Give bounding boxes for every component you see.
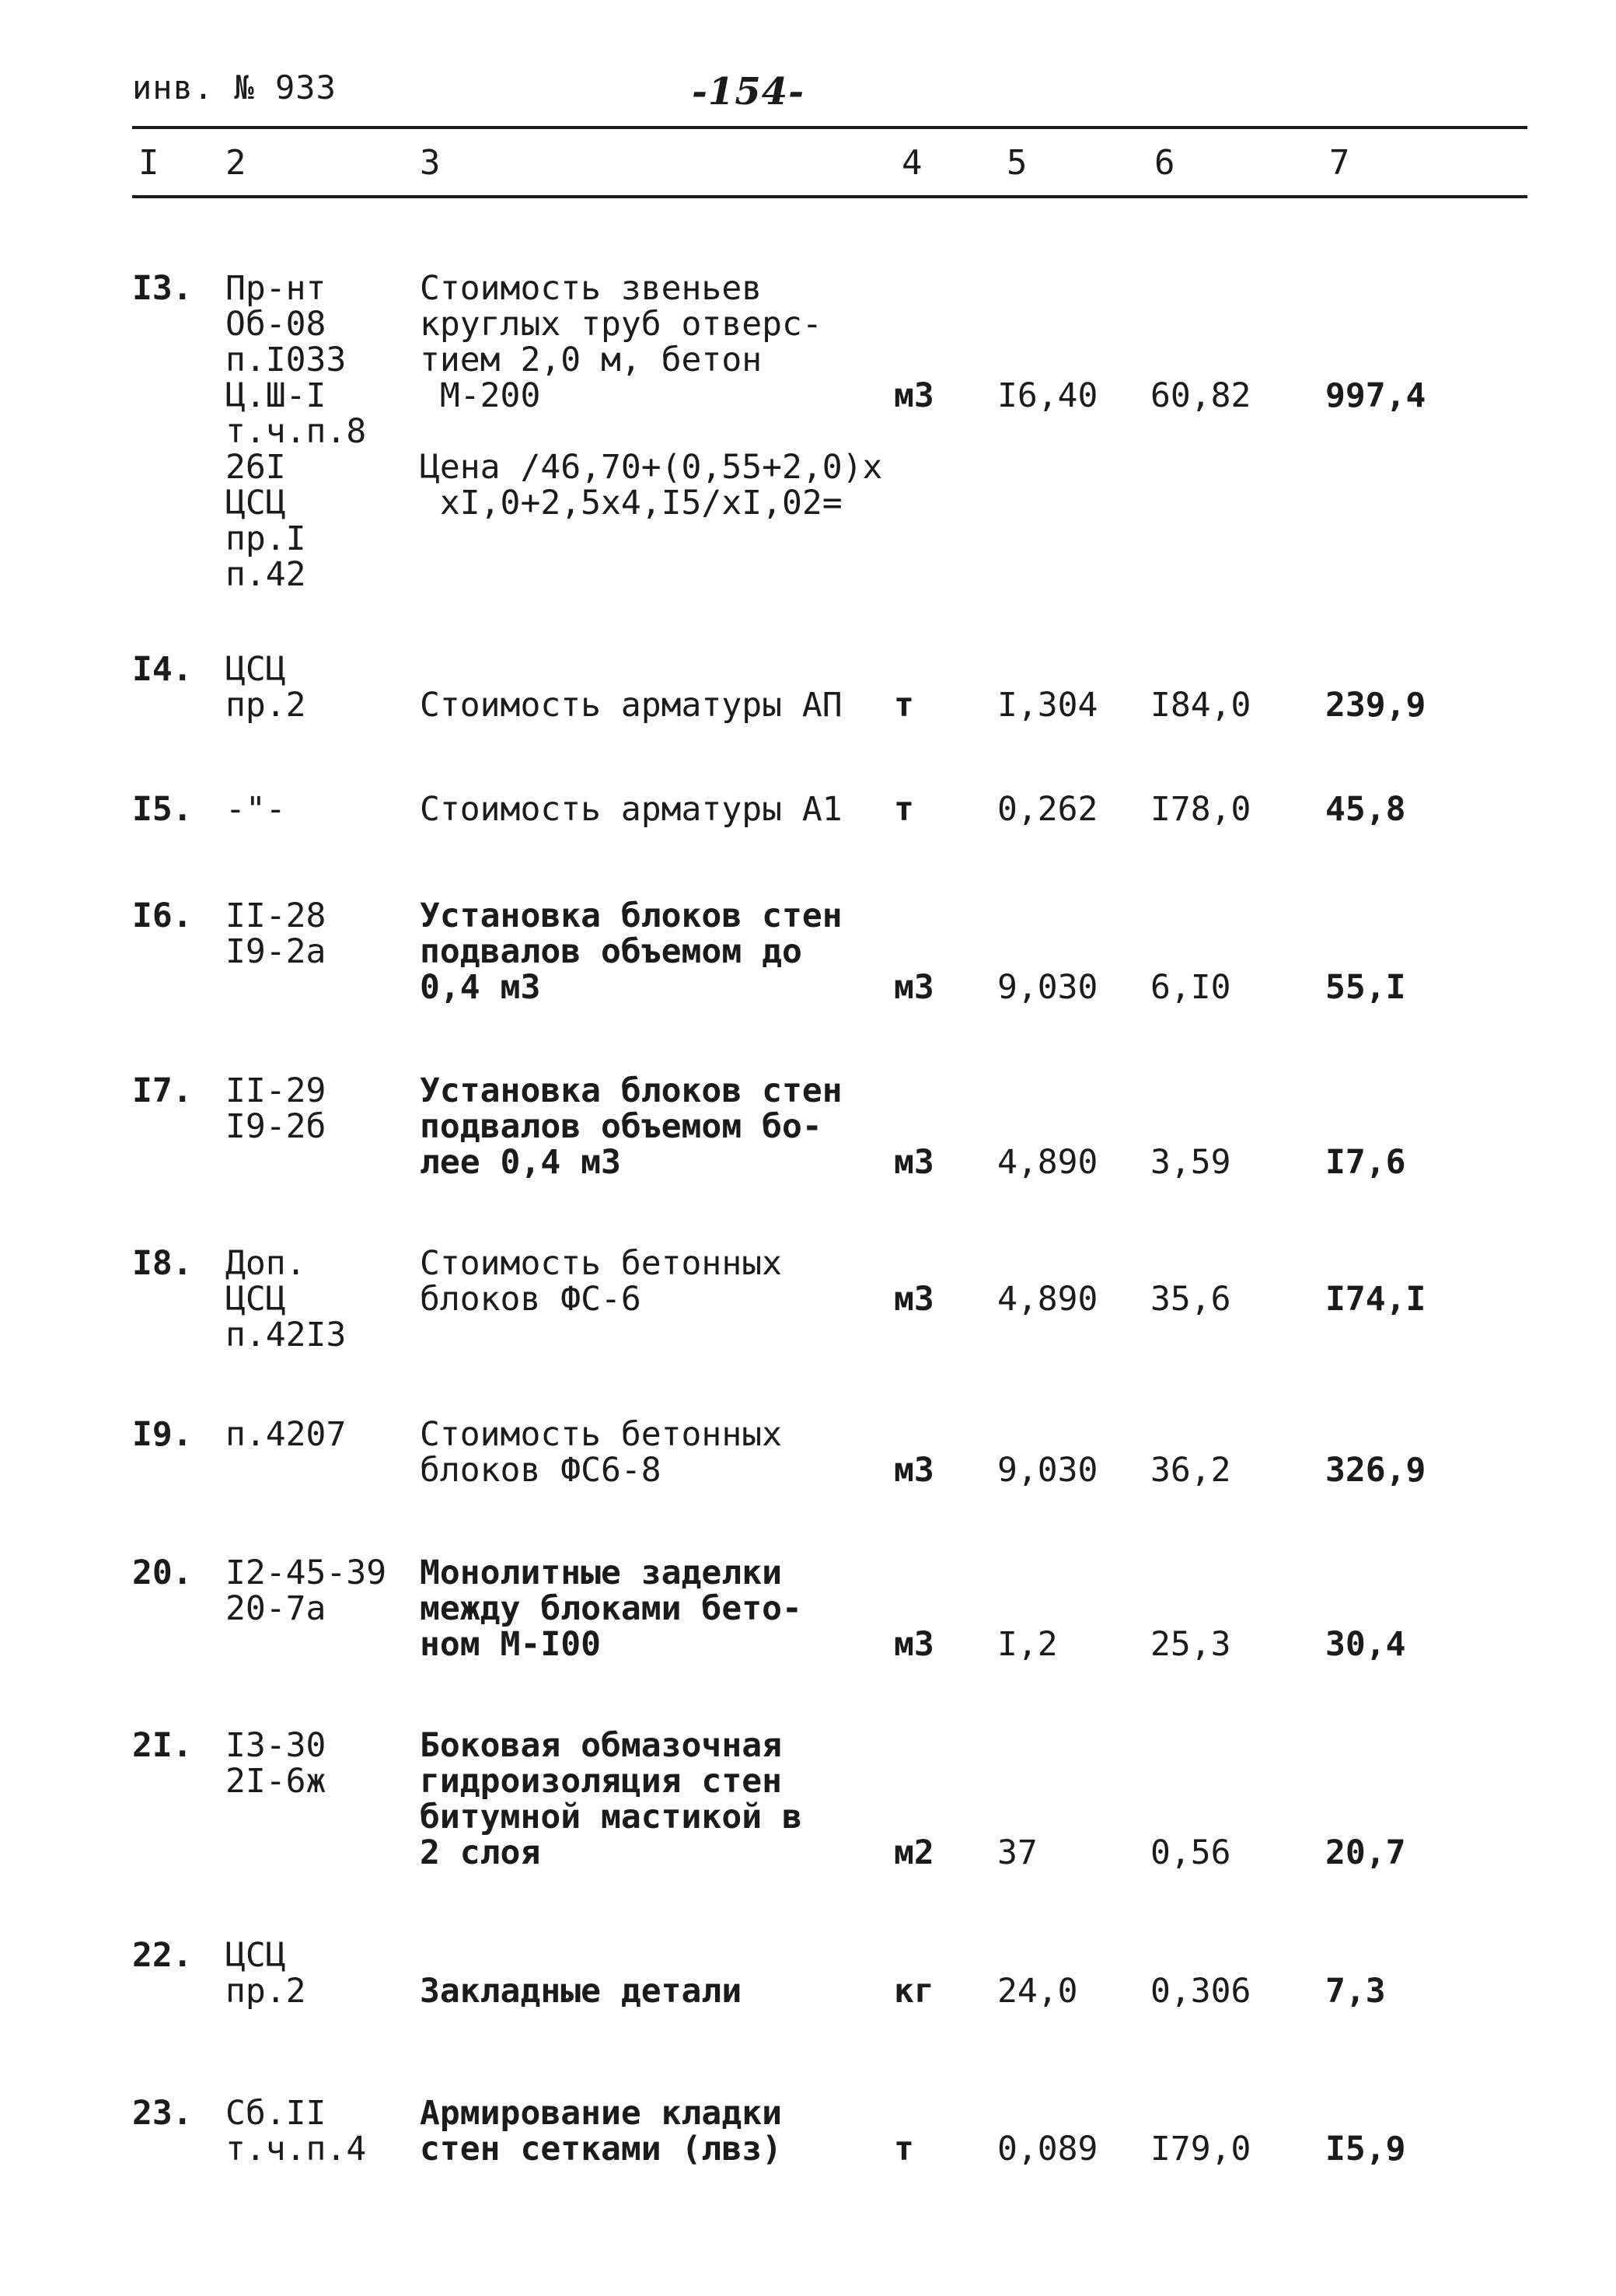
row-description: Монолитные заделки между блоками бето- ном М-I00 bbox=[420, 1553, 802, 1664]
row-reference: ЦСЦ пр.2 bbox=[225, 1936, 306, 2011]
row-number: I6. bbox=[132, 896, 193, 935]
row-quantity: 0,089 bbox=[997, 2130, 1098, 2168]
column-header-4: 4 bbox=[902, 143, 923, 183]
row-unit-price: 0,56 bbox=[1150, 1833, 1231, 1872]
row-total: 55,I bbox=[1325, 968, 1406, 1007]
row-unit-price: 0,306 bbox=[1150, 1972, 1251, 2011]
row-reference: Сб.II т.ч.п.4 bbox=[225, 2094, 367, 2168]
row-total: 239,9 bbox=[1325, 686, 1426, 725]
row-description: Закладные детали bbox=[420, 1972, 742, 2011]
row-unit: м3 bbox=[894, 1451, 934, 1490]
row-number: I5. bbox=[132, 790, 193, 829]
row-reference: Доп. ЦСЦ п.42I3 bbox=[225, 1244, 347, 1354]
row-unit: м3 bbox=[894, 1143, 934, 1182]
row-description: Армирование кладки стен сетками (лвз) bbox=[420, 2094, 782, 2168]
column-header-7: 7 bbox=[1329, 143, 1350, 183]
row-unit: т bbox=[894, 790, 914, 829]
row-quantity: I,304 bbox=[997, 686, 1098, 725]
row-total: I7,6 bbox=[1325, 1143, 1406, 1182]
row-unit: м3 bbox=[894, 968, 934, 1007]
column-header-1: I bbox=[138, 143, 159, 183]
row-description: Боковая обмазочная гидроизоляция стен битумной мастикой в 2 слоя bbox=[420, 1726, 802, 1872]
row-quantity: I,2 bbox=[997, 1625, 1058, 1664]
row-unit-price: I78,0 bbox=[1150, 790, 1251, 829]
row-reference: -"- bbox=[225, 790, 286, 829]
row-total: 7,3 bbox=[1325, 1972, 1386, 2011]
row-unit: м2 bbox=[894, 1833, 934, 1872]
row-total: 30,4 bbox=[1325, 1625, 1406, 1664]
row-number: I8. bbox=[132, 1244, 193, 1283]
row-number: I7. bbox=[132, 1071, 193, 1110]
row-unit-price: 36,2 bbox=[1150, 1451, 1231, 1490]
row-quantity: 4,890 bbox=[997, 1280, 1098, 1319]
row-total: I5,9 bbox=[1325, 2130, 1406, 2168]
row-description: Стоимость арматуры АП bbox=[420, 686, 843, 725]
column-header-3: 3 bbox=[420, 143, 441, 183]
header-rule-top bbox=[132, 126, 1527, 129]
row-unit-price: 6,I0 bbox=[1150, 968, 1231, 1007]
row-total: 20,7 bbox=[1325, 1833, 1406, 1872]
row-quantity: 4,890 bbox=[997, 1143, 1098, 1182]
row-number: 23. bbox=[132, 2094, 193, 2133]
row-unit-price: 3,59 bbox=[1150, 1143, 1231, 1182]
row-unit: т bbox=[894, 2130, 914, 2168]
row-unit-price: 25,3 bbox=[1150, 1625, 1231, 1664]
row-reference: п.4207 bbox=[225, 1415, 347, 1454]
row-quantity: 0,262 bbox=[997, 790, 1098, 829]
column-header-2: 2 bbox=[225, 143, 246, 183]
row-description: Установка блоков стен подвалов объемом до 0,4 м3 bbox=[420, 896, 843, 1007]
row-description: Стоимость арматуры А1 bbox=[420, 790, 843, 829]
row-total: 326,9 bbox=[1325, 1451, 1426, 1490]
row-quantity: 37 bbox=[997, 1833, 1038, 1872]
row-number: I9. bbox=[132, 1415, 193, 1454]
column-header-6: 6 bbox=[1154, 143, 1175, 183]
row-description: Стоимость бетонных блоков ФС6-8 bbox=[420, 1415, 782, 1490]
row-reference: II-29 I9-2б bbox=[225, 1071, 326, 1146]
row-total: 45,8 bbox=[1325, 790, 1406, 829]
row-unit-price: 35,6 bbox=[1150, 1280, 1231, 1319]
row-description: Стоимость бетонных блоков ФС-6 bbox=[420, 1244, 782, 1319]
row-quantity: 9,030 bbox=[997, 1451, 1098, 1490]
row-reference: ЦСЦ пр.2 bbox=[225, 650, 306, 725]
row-quantity: I6,40 bbox=[997, 376, 1098, 415]
row-unit: м3 bbox=[894, 1625, 934, 1664]
inventory-number: инв. № 933 bbox=[132, 68, 337, 107]
page-number: -154- bbox=[692, 70, 805, 114]
row-unit-price: I79,0 bbox=[1150, 2130, 1251, 2168]
row-number: 22. bbox=[132, 1936, 193, 1975]
header-rule-bottom bbox=[132, 195, 1527, 198]
row-total: I74,I bbox=[1325, 1280, 1426, 1319]
row-unit: м3 bbox=[894, 1280, 934, 1319]
row-unit-price: I84,0 bbox=[1150, 686, 1251, 725]
row-total: 997,4 bbox=[1325, 376, 1426, 415]
row-unit: т bbox=[894, 686, 914, 725]
row-number: I3. bbox=[132, 269, 193, 308]
row-unit: кг bbox=[894, 1972, 934, 2011]
column-header-5: 5 bbox=[1007, 143, 1028, 183]
row-reference: Пр-нт Об-08 п.I033 Ц.Ш-I т.ч.п.8 26I ЦСЦ пр.I п.42 bbox=[225, 269, 367, 594]
row-description: Установка блоков стен подвалов объемом бо- лее 0,4 м3 bbox=[420, 1071, 843, 1182]
row-description: Стоимость звеньев круглых труб отверс- тием 2,0 м, бетон М-200 Цена /46,70+(0,55+2,0)х хI,0+2,5х4,I5/хI,02= bbox=[420, 269, 883, 522]
row-quantity: 9,030 bbox=[997, 968, 1098, 1007]
row-number: I4. bbox=[132, 650, 193, 689]
row-reference: I3-30 2I-6ж bbox=[225, 1726, 326, 1801]
row-number: 2I. bbox=[132, 1726, 193, 1765]
row-quantity: 24,0 bbox=[997, 1972, 1078, 2011]
row-number: 20. bbox=[132, 1553, 193, 1592]
row-reference: II-28 I9-2а bbox=[225, 896, 326, 971]
row-unit-price: 60,82 bbox=[1150, 376, 1251, 415]
row-unit: м3 bbox=[894, 376, 934, 415]
row-reference: I2-45-39 20-7а bbox=[225, 1553, 387, 1628]
